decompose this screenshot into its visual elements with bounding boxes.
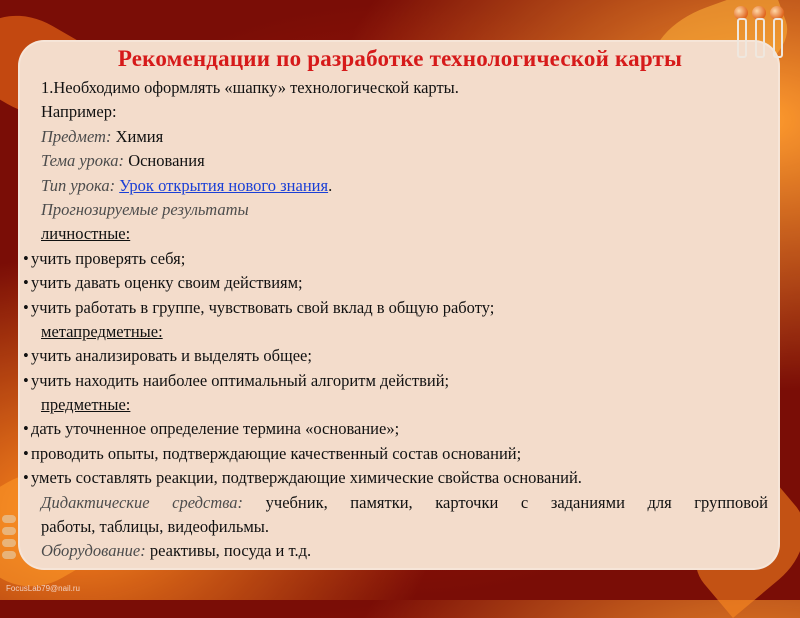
list-item: • проводить опыты, подтверждающие качественный состав оснований; bbox=[23, 442, 768, 466]
list-item: • учить проверять себя; bbox=[23, 247, 768, 271]
didactic-value: учебник, памятки, карточки с заданиями для групповой bbox=[243, 492, 768, 512]
subject-value: Химия bbox=[111, 126, 164, 146]
equipment-line bbox=[23, 539, 768, 563]
topic-line bbox=[23, 149, 768, 173]
type-line bbox=[23, 174, 768, 198]
type-label: Тип урока: bbox=[41, 175, 116, 195]
slide-content bbox=[23, 76, 768, 564]
subject-label: Предмет: bbox=[41, 126, 112, 146]
list-item: • уметь составлять реакции, подтверждающие химические свойства оснований. bbox=[23, 466, 768, 490]
list-item: • учить давать оценку своим действиям; bbox=[23, 271, 768, 295]
didactic-label: Дидактические средства: bbox=[41, 492, 244, 512]
side-clips bbox=[2, 515, 16, 575]
list-item: • учить находить наиболее оптимальный алгоритм действий; bbox=[23, 369, 768, 393]
subject-results-heading: предметные: bbox=[41, 395, 131, 415]
meta-heading: метапредметные: bbox=[41, 321, 163, 341]
type-end: . bbox=[328, 175, 333, 195]
list-item: • учить анализировать и выделять общее; bbox=[23, 344, 768, 368]
text-line: 1.Необходимо оформлять «шапку» технологической карты. bbox=[41, 78, 459, 97]
equipment-value: реактивы, посуда и т.д. bbox=[145, 541, 312, 561]
list-item: • учить работать в группе, чувствовать свой вклад в общую работу; bbox=[23, 296, 768, 320]
personal-heading: личностные: bbox=[41, 224, 131, 244]
equipment-label: Оборудование: bbox=[41, 541, 146, 561]
text-line: Например: bbox=[41, 102, 117, 122]
lesson-type-link[interactable]: Урок открытия нового знания bbox=[119, 175, 329, 195]
didactic-continuation: работы, таблицы, видеофильмы. bbox=[41, 517, 270, 537]
topic-label: Тема урока: bbox=[41, 151, 125, 171]
didactic-line bbox=[23, 491, 768, 515]
topic-value: Основания bbox=[124, 151, 205, 171]
subject-line bbox=[23, 125, 768, 149]
results-heading: Прогнозируемые результаты bbox=[41, 199, 249, 219]
slide-title: Рекомендации по разработке технологической карты bbox=[117, 46, 683, 71]
watermark: FocusLab79@nail.ru bbox=[6, 584, 80, 593]
list-item: • дать уточненное определение термина «основание»; bbox=[23, 417, 768, 441]
